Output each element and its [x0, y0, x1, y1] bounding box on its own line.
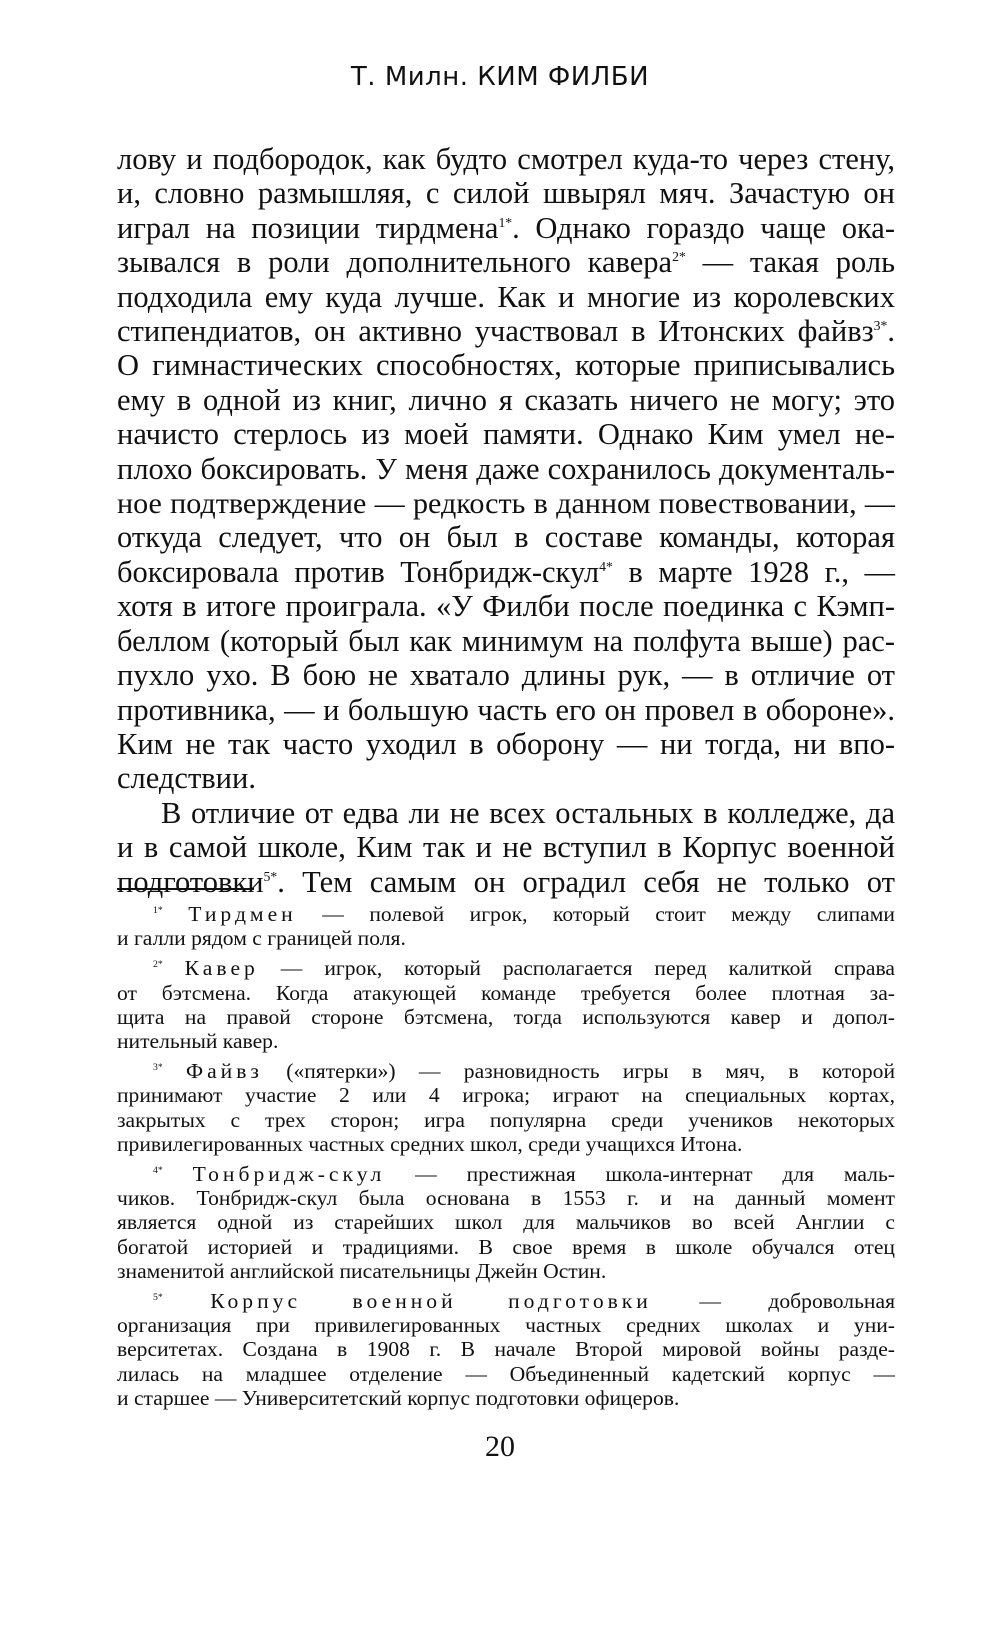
footnote-term: Тонбридж-скул: [192, 1162, 386, 1187]
footnote-line: закрытых с трех сторон; игра популярна среди учеников некоторых: [117, 1107, 895, 1132]
text-line: хотя в итоге проиграла. «У Филби после поединка с Кэмп-: [117, 589, 895, 624]
text-line: В отличие от едва ли не всех остальных в колледже, да: [161, 795, 895, 830]
text-line: лову и подбородок, как будто смотрел куда-то через стену,: [117, 142, 895, 176]
footnote-mark: 4*: [153, 1164, 163, 1176]
text-line: Ким не так часто уходил в оборону — ни тогда, ни впо-: [117, 726, 895, 761]
running-head: Т. Милн. КИМ ФИЛБИ: [350, 62, 650, 92]
footnote-line: богатой историей и традициями. В свое время в школе обучался отец: [117, 1234, 895, 1259]
footnote-line: чиков. Тонбридж-скул была основана в 1553 г. и на данный момент: [117, 1186, 895, 1211]
text-line: ное подтверждение — редкость в данном повествовании, —: [117, 486, 895, 521]
footnote: [117, 1059, 895, 1156]
footnote-line: и старшее — Университетский корпус подготовки офицеров.: [117, 1385, 680, 1410]
text-line: стипендиатов, он активно участвовал в Итонских файвз$^{3*}$.: [117, 314, 895, 349]
text-line: и, словно размышляя, с силой швырял мяч. Зачастую он: [117, 176, 895, 211]
footnote-line: и галли рядом с границей поля.: [117, 926, 406, 951]
footnote-line: принимают участие 2 или 4 игрока; играют на специальных кортах,: [117, 1083, 895, 1108]
footnote-mark: 1*: [153, 904, 163, 916]
footnote-line: является одной из старейших школ для мальчиков во всей Англии с: [117, 1210, 895, 1235]
footnote-line: щита на правой стороне бэтсмена, тогда используются кавер и допол-: [117, 1004, 895, 1029]
footnote-line: $^{5*}$ Корпус военной подготовки — добровольная: [153, 1289, 896, 1314]
footnote-mark: 3*: [153, 1062, 163, 1074]
footnote: [117, 1289, 895, 1410]
footnote-ref[interactable]: 4*: [599, 558, 613, 574]
text-line: следствии.: [117, 761, 256, 796]
footnote-line: знаменитой английской писательницы Джейн Остин.: [117, 1258, 607, 1283]
text-line: беллом (который был как минимум на полфута выше) рас-: [117, 623, 895, 658]
text-line: и в самой школе, Ким так и не вступил в Корпус военной: [117, 830, 895, 865]
footnote-term: Корпус военной подготовки: [210, 1289, 652, 1314]
text-line: противника, — и большую часть его он провел в обороне».: [117, 692, 895, 727]
footnote-line: $^{3*}$ Файвз («пятерки») — разновидность игры в мяч, в которой: [153, 1059, 896, 1084]
footnote-ref[interactable]: 1*: [498, 214, 513, 230]
footnote-line: лилась на младшее отделение — Объединенный кадетский корпус —: [117, 1361, 895, 1386]
main-text: [117, 142, 895, 899]
footnote-term: Файвз: [186, 1059, 263, 1084]
footnote-line: $^{4*}$ Тонбридж-скул — престижная школа-интернат для маль-: [153, 1162, 895, 1187]
text-line: подходила ему куда лучше. Как и многие из королевских: [117, 279, 895, 314]
text-line: боксировала против Тонбридж-скул$^{4*}$ в марте 1928 г., —: [117, 554, 895, 589]
text-line: пухло ухо. В бою не хватало длины рук, — в отличие от: [117, 658, 895, 693]
footnote-ref[interactable]: 3*: [873, 317, 888, 333]
footnote-line: $^{2*}$ Кавер — игрок, который располагается перед калиткой справа: [153, 956, 895, 981]
text-line: начисто стерлось из моей памяти. Однако Ким умел не-: [117, 417, 895, 452]
footnote-line: верситетах. Создана в 1908 г. В начале Второй мировой войны разде-: [117, 1337, 895, 1362]
footnote: [117, 1162, 895, 1283]
footnote-line: от бэтсмена. Когда атакующей команде требуется более плотная за-: [117, 980, 895, 1005]
footnote-line: $^{1*}$ Тирдмен — полевой игрок, который стоит между слипами: [153, 902, 895, 926]
footnotes: [117, 902, 895, 1416]
footnote-line: нительный кавер.: [117, 1029, 279, 1054]
text-line: откуда следует, что он был в составе команды, которая: [117, 520, 895, 555]
footnote: [117, 902, 895, 950]
footnote-term: Тирдмен: [188, 902, 297, 926]
text-line: зывался в роли дополнительного кавера$^{2*}$ — такая роль: [117, 245, 895, 280]
footnote-divider: [117, 888, 254, 890]
text-line: ему в одной из книг, лично я сказать ничего не могу; это: [117, 382, 895, 417]
footnote-line: привилегированных частных средних школ, среди учащихся Итона.: [117, 1131, 743, 1156]
footnote-mark: 5*: [153, 1291, 163, 1303]
footnote-line: организация при привилегированных частных средних школах и уни-: [117, 1313, 895, 1338]
footnote-mark: 2*: [153, 959, 163, 971]
text-line: играл на позиции тирдмена$^{1*}$. Однако гораздо чаще ока-: [117, 210, 896, 245]
text-line: подготовки$^{5*}$. Тем самым он оградил себя не только от: [117, 864, 895, 899]
footnote-ref[interactable]: 5*: [263, 868, 278, 884]
footnote: [117, 956, 895, 1053]
text-line: плохо боксировать. У меня даже сохранилось документаль-: [117, 451, 895, 486]
page-number: 20: [485, 1430, 515, 1463]
footnote-term: Кавер: [184, 956, 259, 981]
text-line: О гимнастических способностях, которые приписывались: [117, 348, 895, 383]
footnote-ref[interactable]: 2*: [672, 249, 686, 265]
